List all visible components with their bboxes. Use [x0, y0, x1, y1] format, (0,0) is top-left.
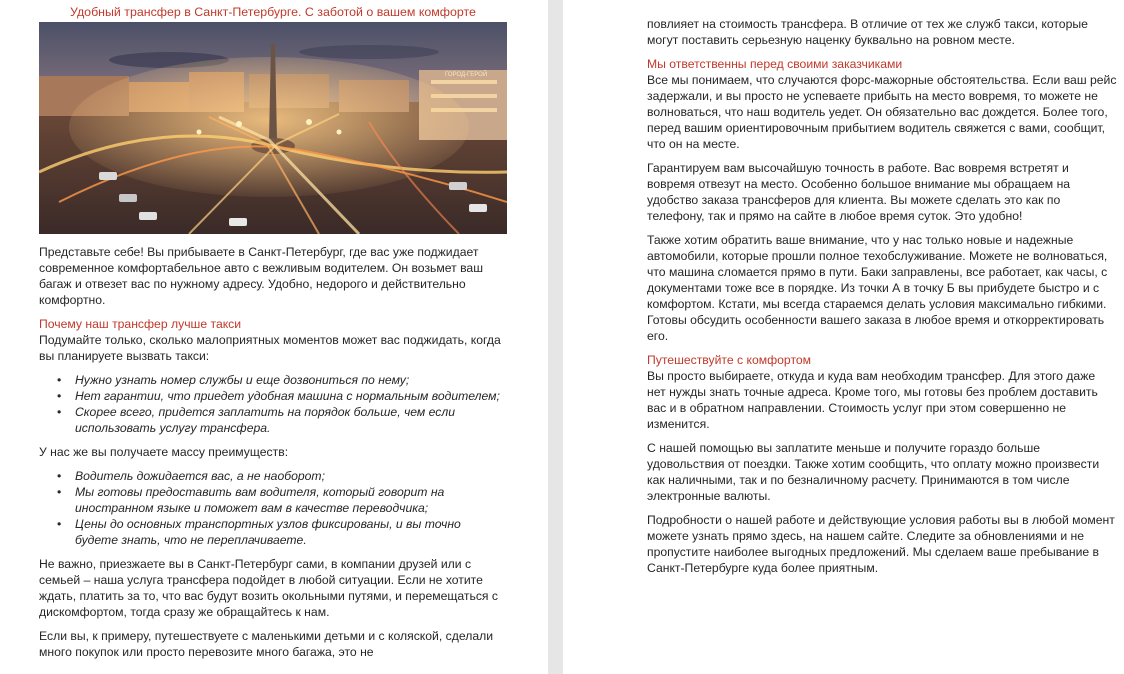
list-item: • Водитель дожидается вас, а не наоборот; — [75, 468, 505, 484]
list-item: • Скорее всего, придется заплатить на порядок больше, чем если использовать услугу трансфера. — [75, 404, 505, 436]
section-heading-responsible: Мы ответственны перед своими заказчиками — [647, 57, 903, 71]
list-item: • Нужно узнать номер службы и еще дозвониться по нему; — [75, 372, 505, 388]
force-majeure-paragraph: Все мы понимаем, что случаются форс-мажорные обстоятельства. Если ваш рейс задержали, и вы просто не успеваете прибыть на место вовремя, то можете не волноваться, что наш водитель уедет. Он обязательно вас дождется. Более того, перед вашим ориентировочным прибытием водитель свяжется с вами, сообщит, что он на месте. — [647, 73, 1117, 151]
list-item: • Цены до основных транспортных узлов фиксированы, и вы точно будете знать, что не переплачиваете. — [75, 516, 505, 548]
list-item: • Мы готовы предоставить вам водителя, который говорит на иностранном языке и поможет вам в качестве переводчика; — [75, 484, 505, 516]
taxi-problems-lead: Подумайте только, сколько малоприятных моментов может вас поджидать, когда вы планируете вызвать такси: — [39, 333, 501, 363]
list-item: • Нет гарантии, что приедет удобная машина с нормальным водителем; — [75, 388, 505, 404]
children-paragraph: Если вы, к примеру, путешествуете с маленькими детьми и с коляской, сделали много покупок или просто перевозите много багажа, это не — [39, 629, 494, 659]
advantages-lead: У нас же вы получаете массу преимуществ: — [39, 445, 289, 459]
document-page-right — [563, 0, 1124, 674]
choose-paragraph: Вы просто выбираете, откуда и куда вам необходим трансфер. Для этого даже нет нужды знать точные адреса. Кроме того, мы готовы без проблем доставить вас и в обратном направлении. Стоимость услуг при этом совершенно не изменится. — [647, 369, 1098, 431]
advantages-list — [39, 468, 505, 548]
details-paragraph: Подробности о нашей работе и действующие условия работы вы в любой момент можете узнать прямо здесь, на нашем сайте. Следите за обновлениями и не пропустите наиболее выгодных предложений. Мы сделаем ваше пребывание в Санкт-Петербурге куда более приятным. — [647, 513, 1115, 575]
section-heading-why-better: Почему наш трансфер лучше такси — [39, 317, 242, 331]
document-page-left — [0, 0, 548, 674]
intro-paragraph: Представьте себе! Вы прибываете в Санкт-Петербург, где вас уже поджидает современное комфортабельное авто с вежливым водителем. Он возьмет ваш багаж и отвезет вас по нужному адресу. Удобно, недорого и действительно комфортно. — [39, 245, 483, 307]
accuracy-paragraph: Гарантируем вам высочайшую точность в работе. Вас вовремя встретят и вовремя отвезут на место. Особенно большое внимание мы обращаем на удобство заказа трансферов для клиента. Вы можете сделать это как по телефону, так и прямо на сайте в любое время суток. Это удобно! — [647, 161, 1071, 223]
any-situation-paragraph: Не важно, приезжаете вы в Санкт-Петербург сами, в компании друзей или с семьей – наша услуга трансфера подойдет в любой ситуации. Если не хотите ждать, платить за то, что вас будут возить окольными путями, и перемещаться с дискомфортом, тогда сразу же обращайтесь к нам. — [39, 557, 499, 619]
taxi-problems-list — [39, 372, 505, 436]
section-heading-travel-comfort: Путешествуйте с комфортом — [647, 353, 812, 367]
sign-gorod-geroy: ГОРОД-ГЕРОЙ — [445, 72, 488, 78]
city-night-photo — [39, 22, 507, 234]
cars-paragraph: Также хотим обратить ваше внимание, что у нас только новые и надежные автомобили, которые прошли полное техобслуживание. Можете не волноваться, что машина сломается прямо в пути. Баки заправлены, все работает, как часы, с документами тоже все в порядке. Из точки А в точку Б вы прибудете быстро и с комфортом. Кстати, мы всегда стараемся делать условия максимально гибкими. Готовы обсудить особенности вашего заказа в любое время и откорректировать его. — [647, 233, 1108, 343]
document-title: Удобный трансфер в Санкт-Петербурге. С заботой о вашем комфорте — [70, 5, 476, 19]
payment-paragraph: С нашей помощью вы заплатите меньше и получите гораздо больше удовольствия от поездки. Также хотим сообщить, что оплату можно произвести как наличными, так и по безналичному расчету. Принимаются в том числе электронные валюты. — [647, 441, 1100, 503]
continuation-paragraph: повлияет на стоимость трансфера. В отличие от тех же служб такси, которые могут поставить серьезную наценку буквально на ровном месте. — [647, 17, 1088, 47]
